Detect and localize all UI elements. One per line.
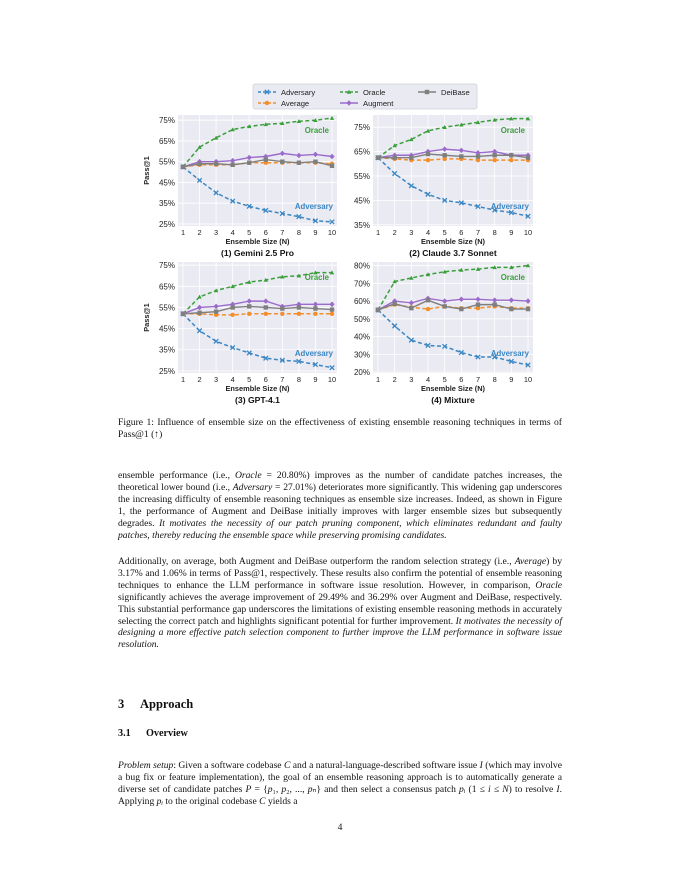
data-point bbox=[230, 305, 234, 309]
x-tick-label: 7 bbox=[280, 228, 285, 237]
text-segment: ₂, ..., bbox=[286, 783, 308, 795]
y-tick-label: 45% bbox=[158, 178, 175, 188]
text-segment: I bbox=[556, 783, 560, 795]
text-segment: p bbox=[307, 783, 313, 795]
y-tick-label: 45% bbox=[158, 324, 175, 334]
data-point bbox=[264, 312, 268, 316]
figure-caption bbox=[118, 417, 562, 441]
x-tick-label: 10 bbox=[327, 228, 337, 237]
data-point bbox=[426, 152, 430, 156]
text-segment: to the original codebase bbox=[162, 795, 260, 807]
text-segment: (1 ≤ bbox=[465, 783, 489, 795]
text-segment: yields a bbox=[265, 795, 298, 807]
legend-label: Augment bbox=[363, 98, 394, 108]
adversary-annotation: Adversary bbox=[294, 349, 333, 358]
x-tick-label: 4 bbox=[230, 375, 235, 384]
data-point bbox=[392, 155, 396, 159]
data-point bbox=[247, 312, 251, 316]
legend-label: Average bbox=[281, 98, 310, 108]
x-tick-label: 7 bbox=[475, 228, 481, 237]
text-segment: ) to resolve bbox=[508, 783, 557, 795]
data-point bbox=[376, 155, 380, 159]
text-segment: and a natural-language-described software issue bbox=[290, 760, 480, 771]
data-point bbox=[509, 307, 513, 311]
y-tick-label: 75% bbox=[158, 116, 175, 126]
y-tick-label: 65% bbox=[158, 136, 175, 146]
data-point bbox=[214, 162, 218, 166]
x-tick-label: 9 bbox=[313, 375, 318, 384]
data-point bbox=[297, 161, 301, 165]
x-tick-label: 2 bbox=[392, 375, 397, 384]
text-segment: : Given a software codebase bbox=[173, 760, 284, 771]
average-marker-icon bbox=[265, 101, 269, 105]
y-axis-label: Pass@1 bbox=[142, 156, 151, 185]
adversary-annotation: Adversary bbox=[490, 202, 529, 211]
text-segment: . Applying bbox=[118, 783, 563, 807]
text-segment: C bbox=[283, 760, 291, 771]
text-segment: Additionally, on average, both Augment and DeiBase outperform the random selection strategy (i.e., bbox=[118, 556, 515, 567]
y-tick-label: 70% bbox=[353, 279, 370, 289]
text-segment: C bbox=[259, 795, 266, 807]
y-tick-label: 35% bbox=[353, 220, 370, 230]
y-tick-label: 30% bbox=[353, 350, 370, 360]
legend-label: Adversary bbox=[281, 87, 316, 97]
x-tick-label: 9 bbox=[509, 375, 514, 384]
y-tick-label: 20% bbox=[353, 368, 370, 378]
text-segment: ensemble performance (i.e., bbox=[118, 470, 235, 481]
text-segment: Oracle bbox=[234, 470, 262, 481]
x-tick-label: 2 bbox=[197, 375, 202, 384]
y-tick-label: 25% bbox=[158, 366, 175, 376]
y-tick-label: 35% bbox=[158, 199, 175, 209]
deibase-marker-icon bbox=[425, 90, 429, 94]
x-tick-label: 2 bbox=[392, 228, 397, 237]
data-point bbox=[509, 153, 513, 157]
data-point bbox=[476, 302, 480, 306]
data-point bbox=[476, 154, 480, 158]
data-point bbox=[426, 298, 430, 302]
adversary-annotation: Adversary bbox=[294, 202, 333, 211]
data-point bbox=[376, 308, 380, 312]
data-point bbox=[197, 162, 201, 166]
data-point bbox=[330, 312, 334, 316]
data-point bbox=[280, 312, 284, 316]
chart-panel-2 bbox=[354, 115, 533, 258]
y-tick-label: 25% bbox=[158, 219, 175, 229]
section-heading: 3 Approach bbox=[118, 697, 194, 711]
adversary-annotation: Adversary bbox=[490, 349, 529, 358]
x-tick-label: 4 bbox=[425, 228, 431, 237]
x-tick-label: 7 bbox=[280, 375, 285, 384]
chart-title: (1) Gemini 2.5 Pro bbox=[220, 248, 295, 258]
data-point bbox=[492, 158, 496, 162]
data-point bbox=[214, 309, 218, 313]
text-segment: Average bbox=[514, 556, 547, 567]
paragraph-ensemble-performance bbox=[118, 470, 562, 541]
x-tick-label: 4 bbox=[230, 228, 235, 237]
x-tick-label: 1 bbox=[375, 375, 381, 384]
x-tick-label: 5 bbox=[247, 228, 252, 237]
paragraph-additionally bbox=[118, 556, 562, 651]
text-segment: significantly achieves the average improvement of 29.49% and 36.29% over Augment and DeiBase, respectively. This substantial performance gap underscores the limitations of existing ensemble reasoning methods in accurately selecting the correct patch and highlights significant potential for further improvement. bbox=[118, 591, 562, 627]
x-tick-label: 9 bbox=[313, 228, 318, 237]
text-segment: ₁, bbox=[272, 783, 282, 795]
data-point bbox=[313, 312, 317, 316]
x-tick-label: 1 bbox=[375, 228, 381, 237]
x-axis-label: Ensemble Size (N) bbox=[420, 384, 486, 393]
data-point bbox=[459, 154, 463, 158]
subsection-heading: 3.1 Overview bbox=[118, 728, 188, 739]
chart-legend bbox=[253, 84, 477, 109]
text-segment: It motivates the necessity of designing a more effective patch selection component to further improve the LLM performance in software issue resolution. bbox=[118, 615, 562, 651]
data-point bbox=[442, 153, 446, 157]
chart-panel-1 bbox=[142, 115, 337, 258]
oracle-annotation: Oracle bbox=[500, 273, 525, 282]
x-tick-label: 3 bbox=[409, 228, 414, 237]
data-point bbox=[330, 307, 334, 311]
text-segment: pᵢ bbox=[156, 795, 163, 807]
text-segment: P bbox=[245, 783, 252, 795]
data-point bbox=[280, 159, 284, 163]
data-point bbox=[313, 159, 317, 163]
data-point bbox=[181, 312, 185, 316]
x-tick-label: 4 bbox=[425, 375, 431, 384]
x-tick-label: 1 bbox=[180, 375, 186, 384]
text-segment: Figure 1: Influence of ensemble size on the effectiveness of existing ensemble reasoning techniques in terms of Pass@1 (↑) bbox=[118, 417, 562, 440]
y-tick-label: 80% bbox=[353, 261, 370, 271]
x-tick-label: 8 bbox=[492, 228, 497, 237]
x-tick-label: 8 bbox=[296, 375, 301, 384]
legend-label: DeiBase bbox=[441, 87, 470, 97]
x-tick-label: 6 bbox=[263, 375, 268, 384]
y-axis-label: Pass@1 bbox=[142, 303, 151, 332]
data-point bbox=[247, 161, 251, 165]
legend-label: Oracle bbox=[363, 87, 386, 97]
text-segment: = 20.80%) improves as the number of candidate patches increases, the theoretical lower bound (i.e., bbox=[118, 470, 562, 493]
y-tick-label: 55% bbox=[158, 157, 175, 167]
x-axis-label: Ensemble Size (N) bbox=[225, 384, 290, 393]
text-segment: I bbox=[479, 760, 483, 771]
x-tick-label: 3 bbox=[409, 375, 414, 384]
data-point bbox=[264, 305, 268, 309]
text-segment: (which may involve a bug fix or feature implementation), the goal of an ensemble reasoning approach is to automatically generate a diverse set of candidate patches bbox=[118, 760, 562, 795]
data-point bbox=[492, 302, 496, 306]
x-tick-label: 6 bbox=[459, 375, 464, 384]
data-point bbox=[264, 157, 268, 161]
data-point bbox=[181, 165, 185, 169]
data-point bbox=[297, 305, 301, 309]
data-point bbox=[509, 158, 513, 162]
y-tick-label: 40% bbox=[353, 332, 370, 342]
chart-title: (2) Claude 3.7 Sonnet bbox=[409, 248, 497, 258]
y-tick-label: 65% bbox=[353, 147, 370, 157]
data-point bbox=[526, 307, 530, 311]
oracle-annotation: Oracle bbox=[500, 126, 525, 135]
text-segment: Oracle bbox=[535, 579, 562, 591]
x-tick-label: 5 bbox=[247, 375, 252, 384]
data-point bbox=[297, 312, 301, 316]
text-segment: ) by 3.17% and 1.06% in terms of Pass@1, respectively. These results also confirm the potential of ensemble reasoning techniques to enhance the LLM performance in software issue resolution. However, in comparison, bbox=[118, 556, 562, 591]
text-segment: Problem setup bbox=[118, 760, 174, 771]
x-tick-label: 3 bbox=[214, 375, 219, 384]
text-segment: = { bbox=[251, 783, 268, 795]
text-segment: i bbox=[488, 783, 491, 795]
x-tick-label: 6 bbox=[459, 228, 464, 237]
text-segment: ≤ bbox=[490, 783, 503, 795]
data-point bbox=[230, 313, 234, 317]
x-tick-label: 3 bbox=[214, 228, 219, 237]
data-point bbox=[330, 164, 334, 168]
text-segment: It motivates the necessity of our patch pruning component, which eliminates redundant and faulty patches, thereby reducing the ensemble space while preserving promising candidates. bbox=[118, 517, 563, 541]
y-tick-label: 55% bbox=[353, 171, 370, 181]
page-number: 4 bbox=[337, 822, 343, 833]
x-tick-label: 8 bbox=[296, 228, 301, 237]
chart-panel-3 bbox=[142, 261, 337, 405]
chart-panel-4 bbox=[354, 262, 533, 405]
y-tick-label: 60% bbox=[353, 297, 370, 307]
text-segment: ₙ} and then select a consensus patch bbox=[312, 783, 460, 795]
data-point bbox=[247, 304, 251, 308]
chart-title: (4) Mixture bbox=[431, 395, 475, 405]
data-point bbox=[409, 306, 413, 310]
text-segment: Adversary bbox=[232, 481, 273, 493]
figure-1 bbox=[0, 0, 680, 415]
y-tick-label: 55% bbox=[158, 303, 175, 313]
x-tick-label: 2 bbox=[197, 228, 202, 237]
x-tick-label: 10 bbox=[327, 375, 337, 384]
data-point bbox=[526, 155, 530, 159]
x-tick-label: 1 bbox=[180, 228, 186, 237]
x-axis-label: Ensemble Size (N) bbox=[225, 237, 290, 246]
text-segment: p bbox=[281, 783, 287, 795]
x-axis-label: Ensemble Size (N) bbox=[420, 237, 486, 246]
data-point bbox=[230, 163, 234, 167]
data-point bbox=[392, 302, 396, 306]
data-point bbox=[459, 307, 463, 311]
y-tick-label: 65% bbox=[158, 282, 175, 292]
data-point bbox=[426, 307, 430, 311]
y-tick-label: 35% bbox=[158, 345, 175, 355]
oracle-annotation: Oracle bbox=[304, 126, 329, 135]
paragraph-problem-setup bbox=[118, 760, 562, 808]
x-tick-label: 10 bbox=[523, 375, 533, 384]
y-tick-label: 75% bbox=[158, 261, 175, 271]
data-point bbox=[197, 311, 201, 315]
chart-title: (3) GPT-4.1 bbox=[235, 395, 280, 405]
data-point bbox=[442, 304, 446, 308]
x-tick-label: 5 bbox=[442, 228, 447, 237]
text-segment: p bbox=[267, 783, 273, 795]
text-segment: pᵢ bbox=[459, 783, 466, 795]
y-tick-label: 75% bbox=[353, 123, 370, 133]
y-tick-label: 45% bbox=[353, 196, 370, 206]
text-segment: = 27.01%) deteriorates more significantly. This widening gap underscores the increasing difficulty of ensemble reasoning techniques as ensemble size increases. Indeed, as shown in Figure 1, the performance of Augment and DeiBase initially improves with larger ensemble sizes but subsequently degrades. bbox=[118, 481, 562, 529]
text-segment: N bbox=[502, 783, 509, 795]
data-point bbox=[409, 155, 413, 159]
x-tick-label: 5 bbox=[442, 375, 447, 384]
y-tick-label: 50% bbox=[353, 314, 370, 324]
x-tick-label: 9 bbox=[509, 228, 514, 237]
x-tick-label: 10 bbox=[523, 228, 533, 237]
data-point bbox=[492, 153, 496, 157]
data-point bbox=[280, 306, 284, 310]
x-tick-label: 8 bbox=[492, 375, 497, 384]
data-point bbox=[426, 158, 430, 162]
oracle-annotation: Oracle bbox=[304, 273, 329, 282]
data-point bbox=[313, 306, 317, 310]
x-tick-label: 7 bbox=[475, 375, 481, 384]
x-tick-label: 6 bbox=[263, 228, 268, 237]
